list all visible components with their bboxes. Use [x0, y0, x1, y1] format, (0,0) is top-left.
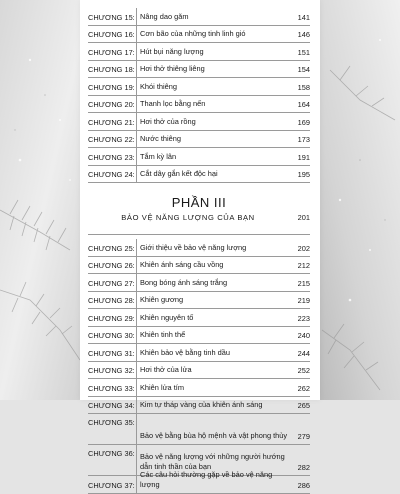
part-page-number: 201	[297, 213, 310, 222]
chapter-number: CHƯƠNG 16:	[88, 30, 135, 39]
chapter-number: CHƯƠNG 30:	[88, 331, 135, 340]
chapter-title: Thanh lọc bằng nến	[140, 99, 206, 108]
toc-row	[88, 26, 310, 44]
toc-row	[88, 292, 310, 310]
chapter-title: Khiên nguyên tố	[140, 312, 194, 322]
chapter-title: Các câu hỏi thường gặp về bảo vệ năng lượng	[140, 469, 273, 489]
chapter-number: CHƯƠNG 22:	[88, 135, 135, 144]
chapter-number: CHƯƠNG 31:	[88, 348, 135, 358]
chapter-number: CHƯƠNG 37:	[88, 480, 135, 490]
chapter-number: CHƯƠNG 36:	[88, 449, 135, 458]
chapter-title: Hơi thở thiêng liêng	[140, 64, 205, 73]
chapter-number: CHƯƠNG 26:	[88, 261, 135, 270]
page-number: 286	[297, 480, 310, 490]
page-number: 252	[297, 366, 310, 375]
chapter-number: CHƯƠNG 29:	[88, 313, 135, 323]
page-number: 173	[297, 135, 310, 144]
toc-row	[88, 309, 310, 327]
page-number: 154	[297, 65, 310, 74]
chapter-title: Giới thiệu về bảo vệ năng lượng	[140, 242, 247, 252]
chapter-title: Nước thiêng	[140, 134, 182, 143]
chapter-number: CHƯƠNG 21:	[88, 117, 135, 127]
chapter-title: Hơi thở của lửa	[140, 365, 192, 374]
toc-row	[88, 61, 310, 79]
toc-row	[88, 469, 310, 494]
toc-row	[88, 43, 310, 61]
toc-row	[88, 274, 310, 292]
page-number: 282	[297, 463, 310, 472]
toc-row	[88, 131, 310, 149]
chapter-title: Khiên lửa tím	[140, 382, 184, 392]
chapter-title: Bong bóng ánh sáng trắng	[140, 277, 228, 287]
chapter-number: CHƯƠNG 32:	[88, 366, 135, 375]
chapter-title: Tắm kỳ lân	[140, 151, 177, 161]
chapter-title: Cắt dây gắn kết độc hại	[140, 169, 218, 178]
part-title: PHẦN III	[171, 195, 227, 210]
page-number: 191	[297, 152, 310, 162]
page-number: 195	[297, 170, 310, 179]
chapter-number: CHƯƠNG 25:	[88, 243, 135, 253]
page-number: 141	[297, 12, 310, 22]
chapter-number: CHƯƠNG 33:	[88, 383, 135, 393]
page-number: 223	[297, 313, 310, 323]
page-number: 262	[297, 383, 310, 393]
part-subtitle: BẢO VỆ NĂNG LƯỢNG CỦA BẠN	[121, 213, 255, 222]
page-number: 244	[297, 348, 310, 358]
page-number: 265	[297, 401, 310, 410]
chapter-title: Nâng dao găm	[140, 11, 189, 21]
chapter-number: CHƯƠNG 15:	[88, 12, 135, 22]
chapter-number: CHƯƠNG 19:	[88, 82, 135, 92]
toc-page	[80, 0, 320, 490]
toc-row	[88, 148, 310, 166]
chapter-number: CHƯƠNG 23:	[88, 152, 135, 162]
chapter-number: CHƯƠNG 34:	[88, 401, 135, 410]
chapter-number: CHƯƠNG 35:	[88, 418, 135, 427]
toc-row	[88, 96, 310, 114]
chapter-number: CHƯƠNG 28:	[88, 296, 135, 305]
toc-row	[88, 8, 310, 26]
toc-row	[88, 327, 310, 345]
page-number: 240	[297, 331, 310, 340]
chapter-title: Khói thiêng	[140, 81, 177, 91]
toc-row	[88, 344, 310, 362]
part-heading	[88, 183, 310, 239]
toc-row	[88, 113, 310, 131]
toc-row	[88, 239, 310, 257]
page-number: 164	[297, 100, 310, 109]
toc-row	[88, 397, 310, 415]
chapter-title: Khiên bảo vệ bằng tinh dầu	[140, 347, 230, 357]
toc-list	[88, 8, 310, 494]
chapter-title: Hút bụi năng lượng	[140, 46, 204, 56]
chapter-title: Hơi thở của rồng	[140, 116, 196, 126]
page-number: 219	[297, 296, 310, 305]
chapter-number: CHƯƠNG 20:	[88, 100, 135, 109]
chapter-title: Bảo vệ bằng bùa hộ mệnh và vật phong thủy	[140, 431, 288, 440]
page-number: 151	[297, 47, 310, 57]
chapter-title: Khiên tinh thể	[140, 330, 186, 339]
page-number: 215	[297, 278, 310, 288]
toc-row	[88, 414, 310, 445]
chapter-number: CHƯƠNG 27:	[88, 278, 135, 288]
page-number: 169	[297, 117, 310, 127]
toc-row	[88, 78, 310, 96]
chapter-number: CHƯƠNG 18:	[88, 65, 135, 74]
page-number: 158	[297, 82, 310, 92]
page-number: 202	[297, 243, 310, 253]
chapter-number: CHƯƠNG 17:	[88, 47, 135, 57]
page-number: 146	[297, 30, 310, 39]
toc-row	[88, 379, 310, 397]
toc-row	[88, 166, 310, 184]
chapter-title: Cơn bão của những tinh linh gió	[140, 29, 246, 38]
chapter-title: Bảo vệ năng lượng với những người hướng dẫn tinh thần của bạn	[140, 452, 285, 471]
toc-row	[88, 362, 310, 380]
chapter-title: Kim tự tháp vàng của khiên ánh sáng	[140, 400, 263, 409]
page-number: 279	[297, 432, 310, 441]
chapter-number: CHƯƠNG 24:	[88, 170, 135, 179]
chapter-title: Khiên gương	[140, 295, 184, 304]
toc-row	[88, 257, 310, 275]
page-number: 212	[297, 261, 310, 270]
chapter-title: Khiên ánh sáng cầu vồng	[140, 260, 224, 269]
